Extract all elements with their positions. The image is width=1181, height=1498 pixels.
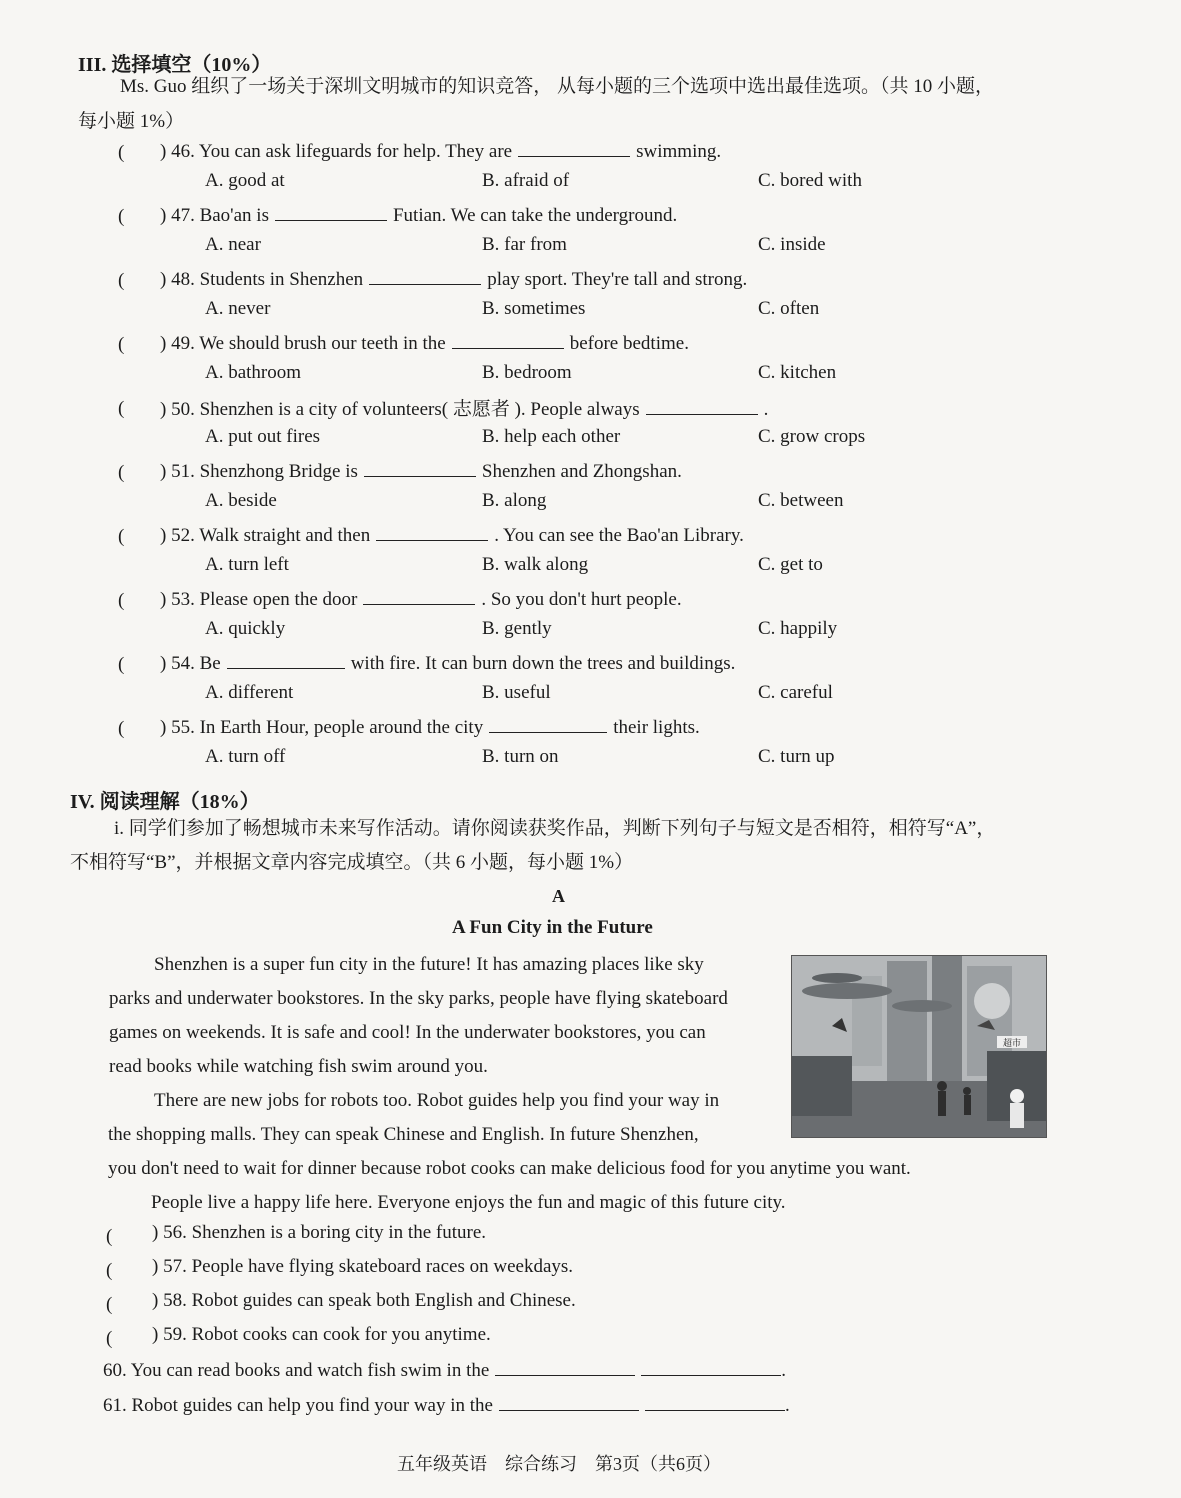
option-b: B. turn on [482,746,559,767]
question-text: ) 54. Be [160,653,221,674]
option-b: B. walk along [482,554,589,575]
option-a: A. never [205,298,271,319]
question-text-post: . [763,399,769,420]
option-b: B. afraid of [482,170,570,191]
question-text: ) 51. Shenzhong Bridge is [160,461,358,482]
option-a: A. turn off [205,746,286,767]
fill-question-text: 61. Robot guides can help you find your way in the [103,1395,493,1416]
answer-paren[interactable]: ( [118,398,125,419]
option-c: C. inside [758,234,826,255]
option-a: A. quickly [205,618,286,639]
option-a: A. beside [205,490,277,511]
option-c: C. bored with [758,170,862,191]
option-a: A. bathroom [205,362,302,383]
question-text-post: . So you don't hurt people. [481,589,682,610]
option-b: B. useful [482,682,551,703]
question-49 [160,330,689,355]
question-46 [160,138,721,163]
answer-paren[interactable]: ( [118,718,125,739]
judge-question-56: ) 56. Shenzhen is a boring city in the future. [152,1222,487,1243]
option-a: A. turn left [205,554,289,575]
passage-line: There are new jobs for robots too. Robot guides help you find your way in [154,1090,720,1111]
question-51 [160,458,682,483]
option-a: A. good at [205,170,285,191]
passage-line: games on weekends. It is safe and cool! In the underwater bookstores, you can [109,1022,706,1043]
option-b: B. sometimes [482,298,586,319]
figure-sign-text: 超市 [1002,1039,1022,1049]
answer-paren[interactable]: ( [118,462,125,483]
answer-blank[interactable] [645,1392,785,1411]
fill-question-text: 60. You can read books and watch fish swim in the [103,1360,490,1381]
question-text-post: play sport. They're tall and strong. [487,269,748,290]
option-a: A. near [205,234,261,255]
answer-blank[interactable] [227,650,345,669]
question-text-post: Shenzhen and Zhongshan. [481,461,682,482]
option-b: B. along [482,490,547,511]
question-53 [160,586,682,611]
answer-paren[interactable]: ( [106,1260,113,1281]
option-c: C. happily [758,618,838,639]
passage-line: Shenzhen is a super fun city in the future! It has amazing places like sky [154,954,704,975]
question-text-post: before bedtime. [569,333,689,354]
answer-paren[interactable]: ( [118,654,125,675]
option-b: B. gently [482,618,552,639]
question-text-post: . You can see the Bao'an Library. [494,525,744,546]
answer-blank[interactable] [363,586,475,605]
answer-paren[interactable]: ( [106,1226,113,1247]
section-4-instruction-line2: 不相符写“B”，并根据文章内容完成填空。（共 6 小题，每小题 1%） [70,852,634,873]
answer-blank[interactable] [499,1392,639,1411]
answer-paren[interactable]: ( [118,590,125,611]
answer-paren[interactable]: ( [106,1294,113,1315]
option-c: C. careful [758,682,833,703]
future-city-image [792,956,1046,1137]
option-c: C. get to [758,554,823,575]
passage-line: parks and underwater bookstores. In the sky parks, people have flying skateboard [109,988,728,1009]
section-3-title: III. 选择填空（10%） [78,54,272,76]
answer-blank[interactable] [376,522,488,541]
question-text-post: Futian. We can take the underground. [392,205,678,226]
question-text: ) 52. Walk straight and then [160,525,371,546]
question-48 [160,266,747,291]
answer-paren[interactable]: ( [118,142,125,163]
question-55 [160,714,700,739]
question-text: ) 55. In Earth Hour, people around the city [160,717,484,738]
question-50 [160,394,768,421]
question-text: ) 53. Please open the door [160,589,358,610]
fill-question-61 [103,1392,790,1417]
section-3-instruction-line1: Ms. Guo 组织了一场关于深圳文明城市的知识竞答， 从每小题的三个选项中选出最佳选项。（共 10 小题， [120,76,995,97]
page-footer: 五年级英语 综合练习 第3页（共6页） [397,1454,721,1474]
answer-paren[interactable]: ( [118,334,125,355]
judge-question-57: ) 57. People have flying skateboard races on weekdays. [152,1256,574,1277]
answer-blank[interactable] [364,458,476,477]
answer-blank[interactable] [646,396,758,415]
answer-blank[interactable] [369,266,481,285]
option-b: B. help each other [482,426,621,447]
option-b: B. far from [482,234,567,255]
answer-paren[interactable]: ( [118,526,125,547]
answer-paren[interactable]: ( [118,270,125,291]
answer-blank[interactable] [452,330,564,349]
option-b: B. bedroom [482,362,572,383]
section-4-instruction-line1: i. 同学们参加了畅想城市未来写作活动。请你阅读获奖作品，判断下列句子与短文是否相符，相符写“A”， [114,818,996,839]
option-c: C. often [758,298,820,319]
section-3-instruction-line2: 每小题 1%） [78,111,185,132]
question-47 [160,202,677,227]
judge-question-59: ) 59. Robot cooks can cook for you anytime. [152,1324,491,1345]
fill-question-end: . [781,1360,787,1381]
passage-letter: A [552,886,565,906]
judge-question-58: ) 58. Robot guides can speak both English and Chinese. [152,1290,576,1311]
passage-line: People live a happy life here. Everyone enjoys the fun and magic of this future city. [151,1192,786,1213]
question-54 [160,650,735,675]
question-text-post: swimming. [636,141,722,162]
question-text: ) 48. Students in Shenzhen [160,269,364,290]
passage-line: read books while watching fish swim around you. [109,1056,488,1077]
passage-line: the shopping malls. They can speak Chinese and English. In future Shenzhen, [108,1124,699,1145]
option-c: C. kitchen [758,362,837,383]
question-text: ) 46. You can ask lifeguards for help. They are [160,141,513,162]
question-text: ) 49. We should brush our teeth in the [160,333,446,354]
answer-blank[interactable] [518,138,630,157]
question-52 [160,522,744,547]
answer-paren[interactable]: ( [118,206,125,227]
passage-line: you don't need to wait for dinner because robot cooks can make delicious food for you anytime you want. [108,1158,911,1179]
fill-question-60 [103,1357,786,1382]
future-city-illustration [791,955,1047,1138]
passage-title: A Fun City in the Future [452,917,653,938]
answer-paren[interactable]: ( [106,1328,113,1349]
option-a: A. different [205,682,294,703]
question-text-post: their lights. [613,717,700,738]
answer-blank[interactable] [495,1357,635,1376]
section-4-title: IV. 阅读理解（18%） [70,791,260,813]
answer-blank[interactable] [641,1357,781,1376]
option-c: C. between [758,490,844,511]
option-c: C. turn up [758,746,835,767]
question-text: ) 47. Bao'an is [160,205,269,226]
question-text-post: with fire. It can burn down the trees and buildings. [350,653,736,674]
question-text: ) 50. Shenzhen is a city of volunteers( 志愿者 ). People always [160,399,640,420]
answer-blank[interactable] [275,202,387,221]
option-a: A. put out fires [205,426,321,447]
answer-blank[interactable] [489,714,607,733]
option-c: C. grow crops [758,426,866,447]
fill-question-end: . [784,1395,790,1416]
